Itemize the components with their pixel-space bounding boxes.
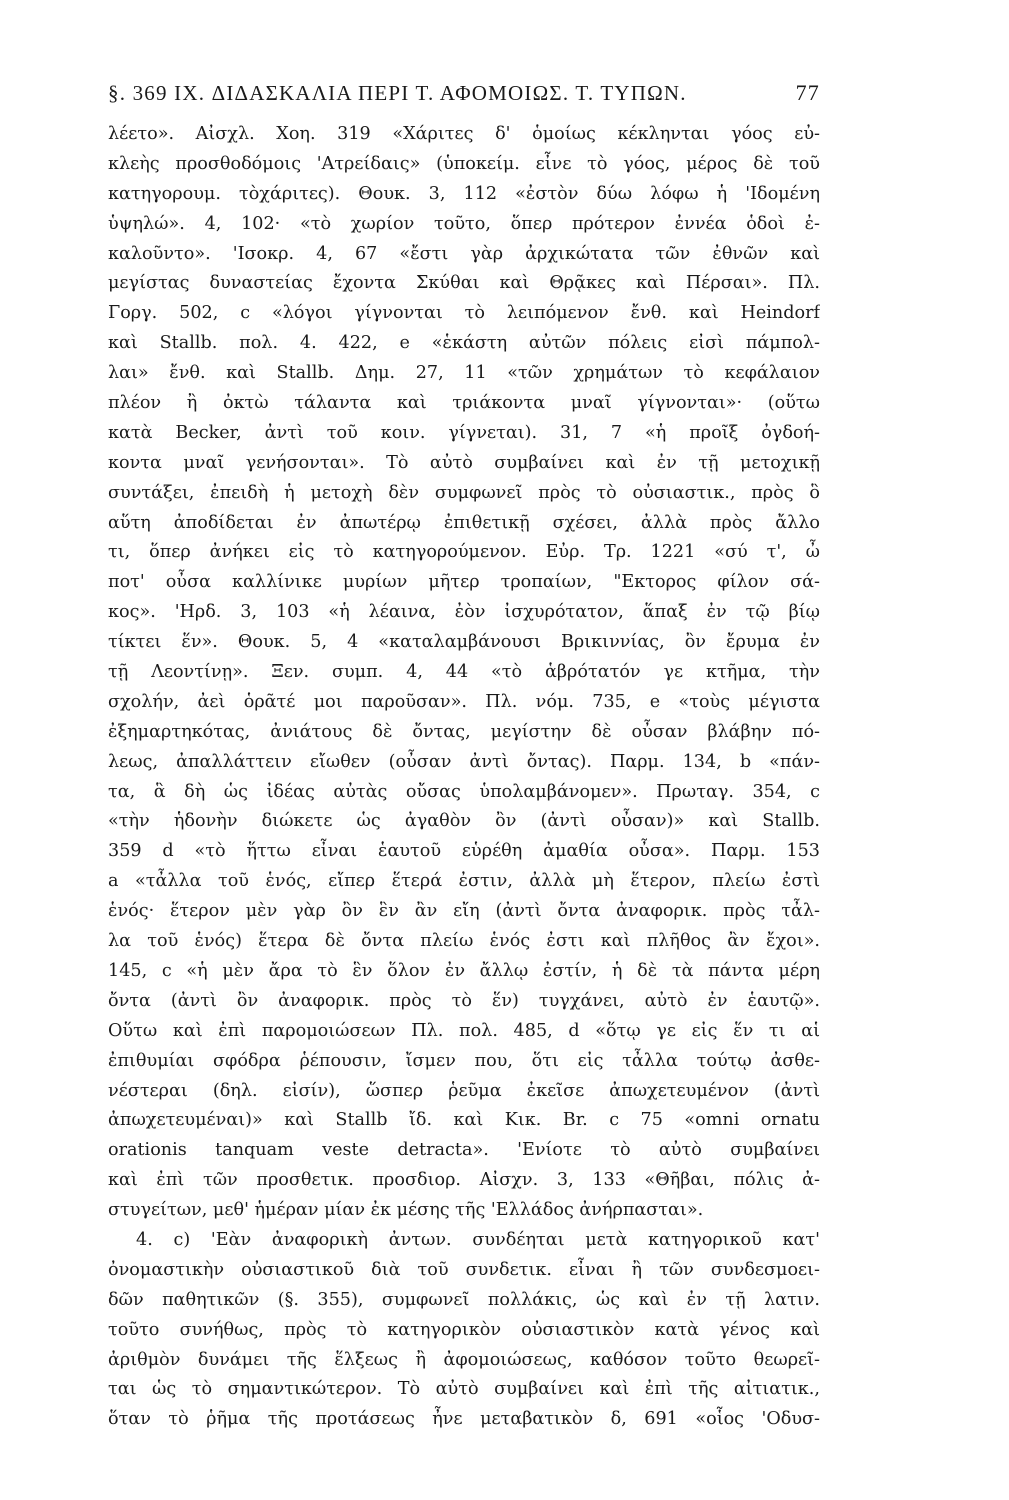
text-line: τίκτει ἕν». Θουκ. 5, 4 «καταλαμβάνουσι Βρικιννίας, ὂν ἔρυμα ἐν bbox=[108, 632, 820, 653]
text-line: τῇ Λεοντίνῃ». Ξεν. συμπ. 4, 44 «τὸ ἁβρότατόν γε κτῆμα, τὴν bbox=[108, 662, 820, 683]
text-line: ἐξημαρτηκότας, ἀνιάτους δὲ ὄντας, μεγίστην δὲ οὖσαν βλάβην πό- bbox=[108, 721, 820, 742]
text-line: ὀνομαστικὴν οὐσιαστικοῦ διὰ τοῦ συνδετικ. εἶναι ἢ τῶν συνδεσμοει- bbox=[108, 1259, 820, 1280]
text-line: συντάξει, ἐπειδὴ ἡ μετοχὴ δὲν συμφωνεῖ πρὸς τὸ οὐσιαστικ., πρὸς ὃ bbox=[108, 482, 820, 503]
text-line: δῶν παθητικῶν (§. 355), συμφωνεῖ πολλάκις, ὡς καὶ ἐν τῇ λατιν. bbox=[108, 1289, 820, 1310]
text-line: Οὕτω καὶ ἐπὶ παρομοιώσεων Πλ. πολ. 485, d «ὅτῳ γε εἰς ἕν τι αἱ bbox=[108, 1020, 820, 1041]
text-line: λαι» ἔνθ. καὶ Stallb. Δημ. 27, 11 «τῶν χρημάτων τὸ κεφάλαιον bbox=[108, 363, 820, 384]
text-line: a «τἆλλα τοῦ ἑνός, εἴπερ ἕτερά ἐστιν, ἀλλὰ μὴ ἕτερον, πλείω ἐστὶ bbox=[108, 871, 820, 892]
text-line: ἀριθμὸν δυνάμει τῆς ἕλξεως ἢ ἀφομοιώσεως, καθόσον τοῦτο θεωρεῖ- bbox=[108, 1349, 820, 1370]
text-line: τοῦτο συνήθως, πρὸς τὸ κατηγορικὸν οὐσιαστικὸν κατὰ γένος καὶ bbox=[108, 1319, 820, 1340]
body-text bbox=[108, 120, 820, 1435]
text-line: ποτ' οὖσα καλλίνικε μυρίων μῆτερ τροπαίων, "Εκτορος φίλον σά- bbox=[108, 572, 820, 593]
text-line: «τὴν ἡδονὴν διώκετε ὡς ἀγαθὸν ὂν (ἀντὶ οὖσαν)» καὶ Stallb. bbox=[108, 811, 820, 832]
text-line: κος». 'Ηρδ. 3, 103 «ἡ λέαινα, ἐὸν ἰσχυρότατον, ἅπαξ ἐν τῷ βίῳ bbox=[108, 602, 820, 623]
text-line: τα, ἃ δὴ ὡς ἰδέας αὐτὰς οὔσας ὑπολαμβάνομεν». Πρωταγ. 354, c bbox=[108, 781, 820, 802]
text-line: ὄντα (ἀντὶ ὂν ἀναφορικ. πρὸς τὸ ἕν) τυγχάνει, αὐτὸ ἐν ἑαυτῷ». bbox=[108, 990, 820, 1011]
text-line: ἀπωχετευμέναι)» καὶ Stallb ἴδ. καὶ Κικ. Br. c 75 «omni ornatu bbox=[108, 1110, 820, 1131]
text-line: μεγίστας δυναστείας ἔχοντα Σκύθαι καὶ Θρᾷκες καὶ Πέρσαι». Πλ. bbox=[108, 273, 820, 294]
text-line: καὶ ἐπὶ τῶν προσθετικ. προσδιορ. Αἰσχν. 3, 133 «Θῆβαι, πόλις ἀ- bbox=[108, 1170, 820, 1191]
running-head bbox=[108, 80, 820, 106]
text-line: ἐπιθυμίαι σφόδρα ῥέπουσιν, ἴσμεν που, ὅτι εἰς τἆλλα τούτῳ ἀσθε- bbox=[108, 1050, 820, 1071]
text-line: ὑψηλώ». 4, 102· «τὸ χωρίον τοῦτο, ὅπερ πρότερον ἐννέα ὁδοὶ ἐ- bbox=[108, 213, 820, 234]
text-line: ται ὡς τὸ σημαντικώτερον. Τὸ αὐτὸ συμβαίνει καὶ ἐπὶ τῆς αἰτιατικ., bbox=[108, 1379, 820, 1400]
text-line: αὕτη ἀποδίδεται ἐν ἀπωτέρῳ ἐπιθετικῇ σχέσει, ἀλλὰ πρὸς ἄλλο bbox=[108, 512, 820, 533]
text-line: πλέον ἢ ὀκτὼ τάλαντα καὶ τριάκοντα μναῖ γίγνονται»· (οὕτω bbox=[108, 393, 820, 414]
text-line: κατὰ Becker, ἀντὶ τοῦ κοιν. γίγνεται). 31, 7 «ἡ προῖξ ὀγδοή- bbox=[108, 422, 820, 443]
text-line: 4. c) 'Εὰν ἀναφορικὴ ἀντων. συνδέηται μετὰ κατηγορικοῦ κατ' bbox=[136, 1229, 820, 1250]
text-line: καλοῦντο». 'Ισοκρ. 4, 67 «ἔστι γὰρ ἀρχικώτατα τῶν ἐθνῶν καὶ bbox=[108, 243, 820, 264]
text-line: λέετο». Αἰσχλ. Χοη. 319 «Χάριτες δ' ὁμοίως κέκληνται γόος εὐ- bbox=[108, 124, 820, 144]
text-line: καὶ Stallb. πολ. 4. 422, e «ἑκάστη αὐτῶν πόλεις εἰσὶ πάμπολ- bbox=[108, 333, 820, 354]
text-line: σχολήν, ἀεὶ ὁρᾶτέ μοι παροῦσαν». Πλ. νόμ. 735, e «τοὺς μέγιστα bbox=[108, 691, 820, 712]
text-line: κλεὴς προσθοδόμοις 'Ατρείδαις» (ὑποκείμ. εἶνε τὸ γόος, μέρος δὲ τοῦ bbox=[108, 153, 820, 174]
text-line: κοντα μναῖ γενήσονται». Τὸ αὐτὸ συμβαίνει καὶ ἐν τῇ μετοχικῇ bbox=[108, 452, 820, 473]
text-line: ἑνός· ἕτερον μὲν γὰρ ὂν ἓν ἂν εἴη (ἀντὶ ὄντα ἀναφορικ. πρὸς τἆλ- bbox=[108, 901, 820, 922]
text-line: στυγείτων, μεθ' ἡμέραν μίαν ἐκ μέσης τῆς 'Ελλάδος ἀνήρπασται». bbox=[108, 1200, 704, 1221]
section-heading: §. 369 IX. ΔΙΔΑΣΚΑΛΙΑ ΠΕΡΙ Τ. ΑΦΟΜΟΙΩΣ. Τ. ΤΥΠΩΝ. bbox=[108, 81, 687, 105]
text-line: ὅταν τὸ ῥῆμα τῆς προτάσεως ἦνε μεταβατικὸν δ, 691 «οἷος 'Οδυσ- bbox=[108, 1409, 820, 1430]
text-line: νέστεραι (δηλ. εἰσίν), ὥσπερ ῥεῦμα ἐκεῖσε ἀπωχετευμένον (ἀντὶ bbox=[108, 1080, 820, 1101]
text-line: Γοργ. 502, c «λόγοι γίγνονται τὸ λειπόμενον ἔνθ. καὶ Heindorf bbox=[108, 303, 820, 324]
document-page bbox=[108, 80, 820, 1435]
text-line: τι, ὅπερ ἀνήκει εἰς τὸ κατηγορούμενον. Εὐρ. Τρ. 1221 «σύ τ', ὦ bbox=[108, 542, 820, 563]
text-line: orationis tanquam veste detracta». 'Ενίοτε τὸ αὐτὸ συμβαίνει bbox=[108, 1140, 820, 1161]
text-line: 145, c «ἡ μὲν ἄρα τὸ ἓν ὅλον ἐν ἄλλῳ ἐστίν, ἡ δὲ τὰ πάντα μέρη bbox=[108, 960, 820, 981]
text-line: κατηγορουμ. τὸχάριτες). Θουκ. 3, 112 «ἐστὸν δύω λόφω ἡ 'Ιδομένη bbox=[108, 183, 820, 204]
page-number: 77 bbox=[795, 80, 820, 105]
text-line: λα τοῦ ἑνός) ἕτερα δὲ ὄντα πλείω ἑνός ἐστι καὶ πλῆθος ἂν ἔχοι». bbox=[108, 931, 820, 952]
text-line: λεως, ἀπαλλάττειν εἴωθεν (οὖσαν ἀντὶ ὄντας). Παρμ. 134, b «πάν- bbox=[108, 751, 820, 772]
text-line: 359 d «τὸ ἥττω εἶναι ἑαυτοῦ εὑρέθη ἀμαθία οὖσα». Παρμ. 153 bbox=[108, 841, 820, 862]
